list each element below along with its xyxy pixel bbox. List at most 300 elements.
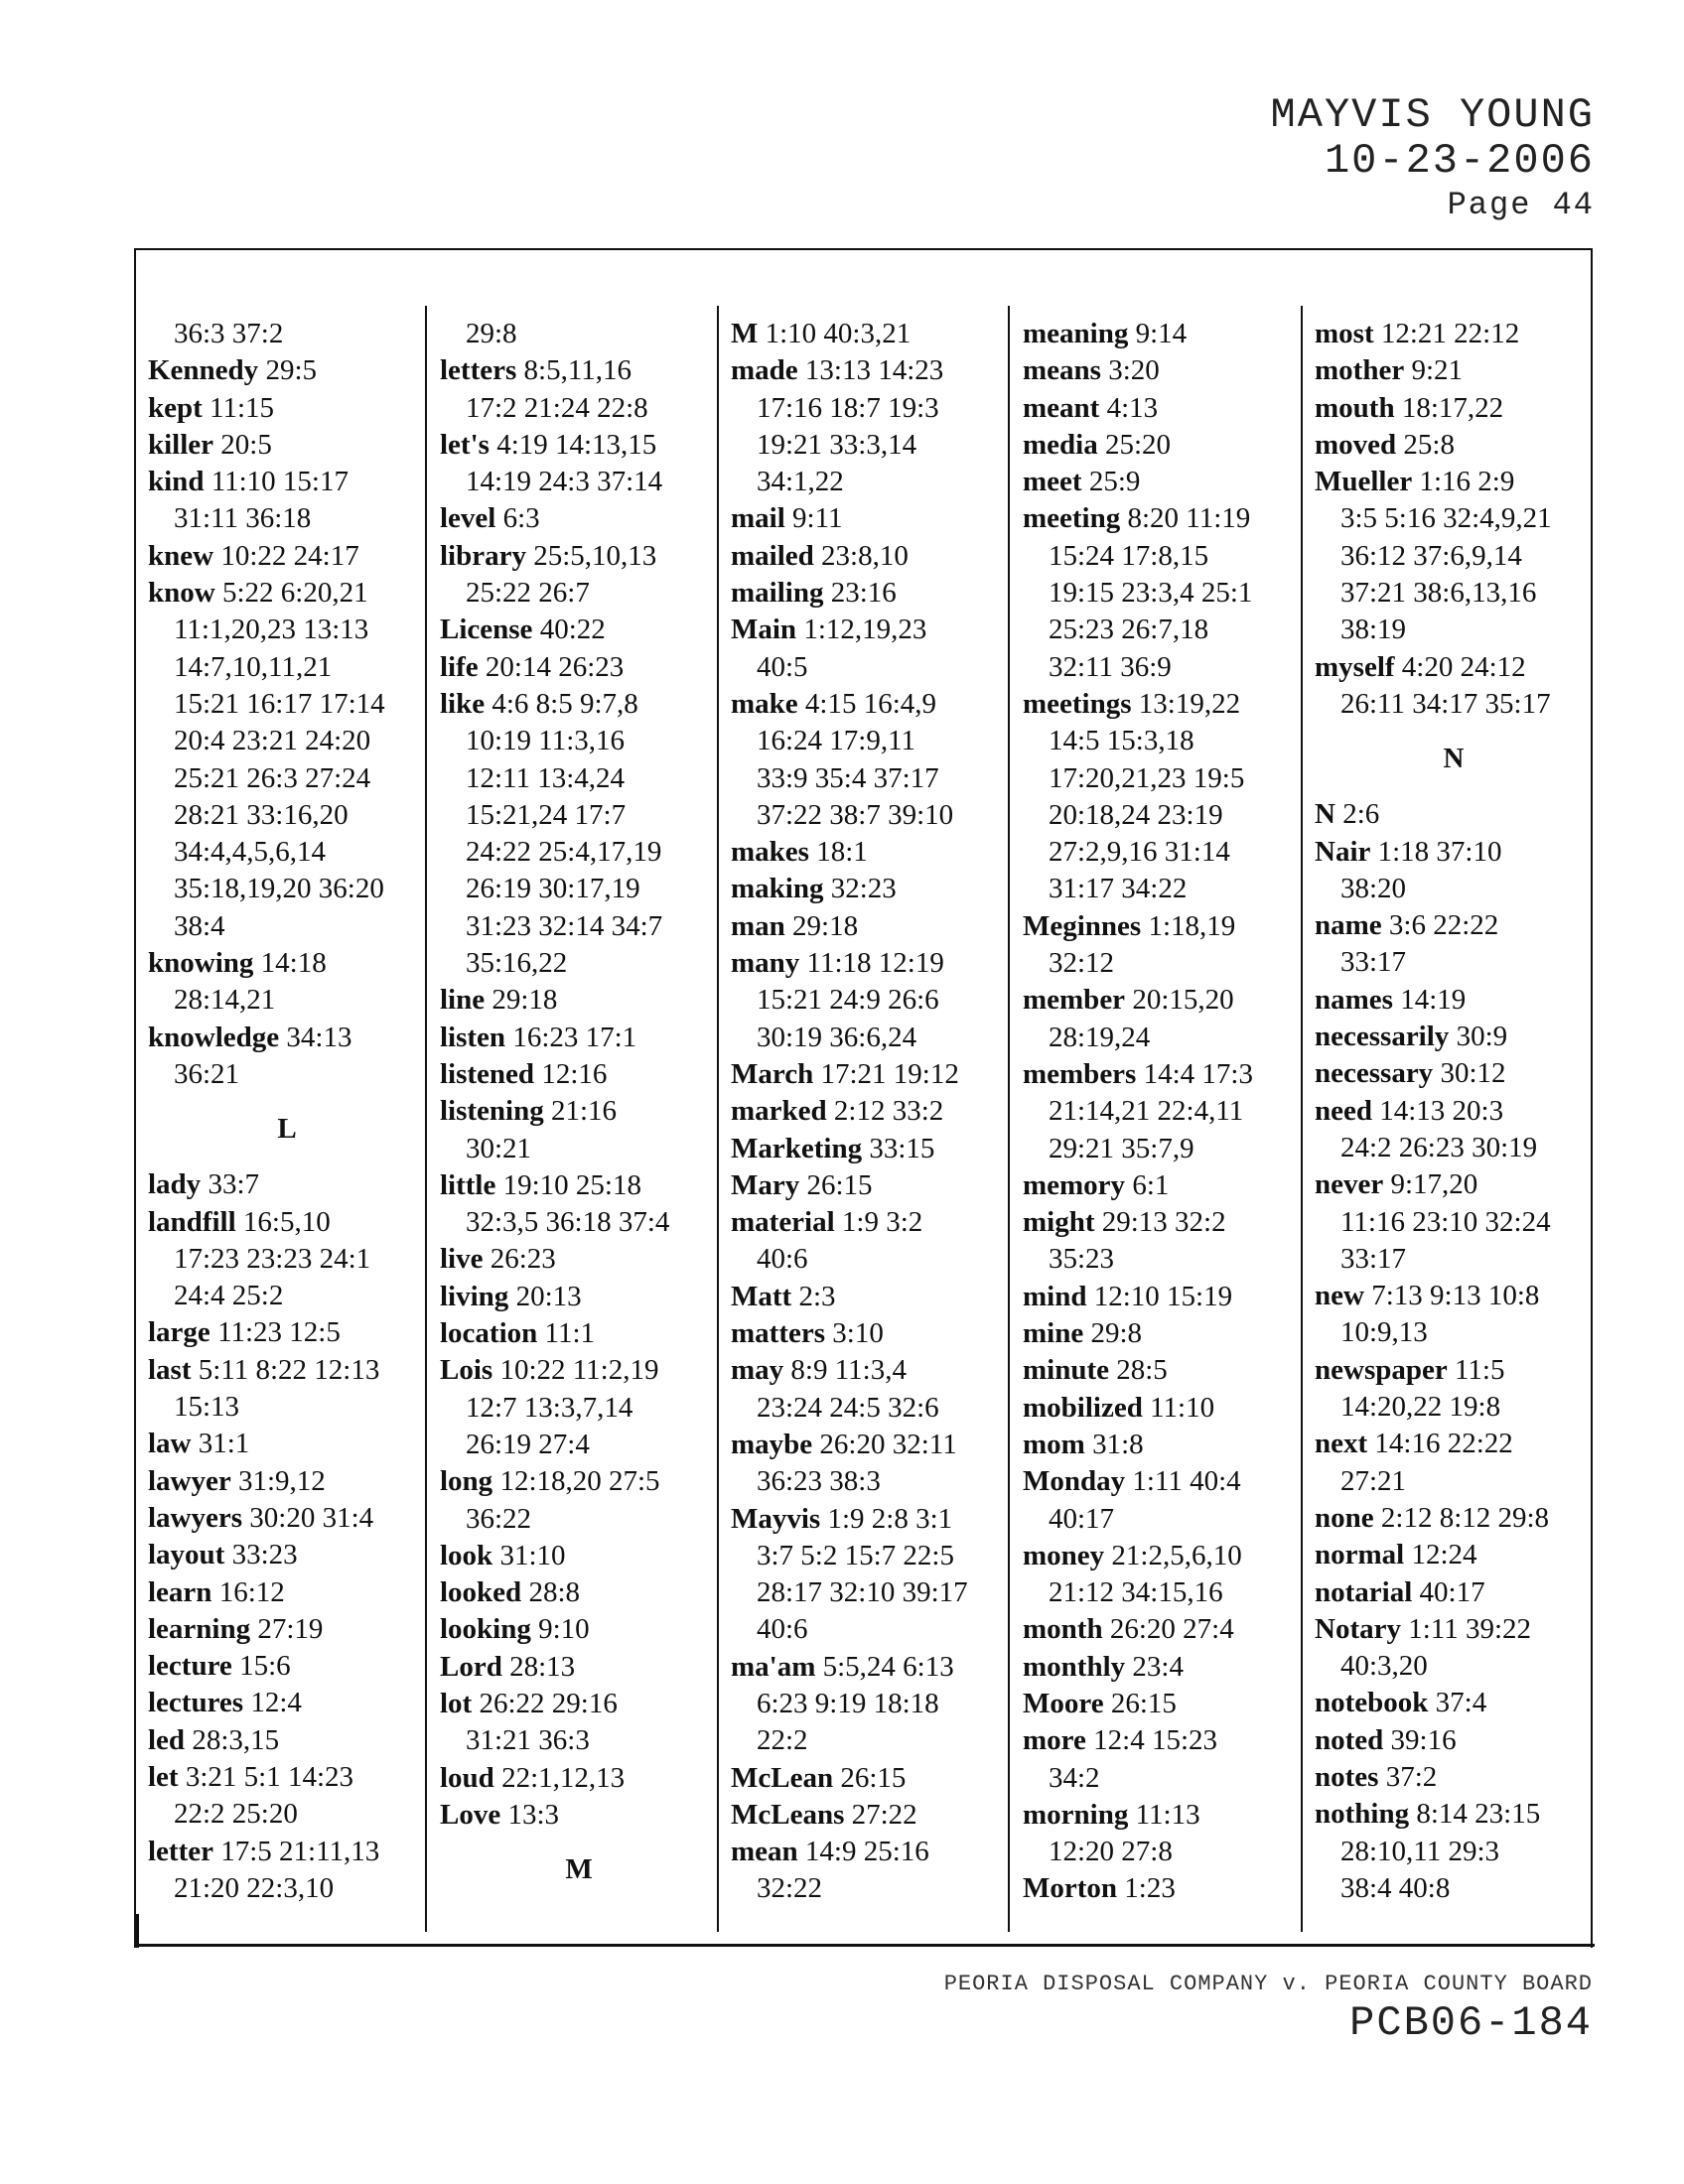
page-line-references: 12:11 13:4,24 — [466, 761, 626, 794]
page-line-references: 9:14 — [1135, 318, 1188, 349]
page-line-references: 28:21 33:16,20 — [174, 798, 349, 831]
index-entry — [731, 538, 1009, 575]
index-continuation-line — [1315, 686, 1593, 723]
index-term: lectures — [148, 1687, 244, 1719]
index-entry — [440, 1352, 718, 1389]
index-term: noted — [1315, 1723, 1384, 1756]
page-line-references: 33:7 — [208, 1168, 259, 1201]
index-term: layout — [148, 1539, 225, 1571]
index-continuation-line — [1023, 575, 1301, 612]
page-line-references: 36:23 38:3 — [757, 1465, 881, 1498]
index-term: necessarily — [1315, 1021, 1450, 1053]
index-entry — [731, 945, 1009, 982]
index-entry — [148, 1463, 426, 1500]
index-entry — [1023, 1390, 1301, 1427]
index-term: M — [731, 318, 759, 349]
page-line-references: 9:17,20 — [1390, 1168, 1478, 1201]
index-entry — [1315, 649, 1593, 686]
index-continuation-line — [148, 1870, 426, 1907]
index-term: might — [1023, 1206, 1095, 1239]
index-term: mail — [731, 502, 785, 535]
page-line-references: 9:21 — [1411, 354, 1463, 387]
index-term: kind — [148, 466, 205, 498]
page-line-references: 37:22 38:7 39:10 — [757, 798, 954, 831]
page-line-references: 34:13 — [286, 1021, 352, 1053]
index-term: March — [731, 1057, 814, 1090]
index-entry — [1315, 1426, 1593, 1462]
index-entry — [440, 1574, 718, 1611]
page-line-references: 31:1 — [198, 1428, 250, 1460]
index-term: make — [731, 687, 798, 720]
index-term: Mary — [731, 1168, 800, 1201]
index-entry — [1315, 1166, 1593, 1203]
index-entry — [148, 464, 426, 500]
page-line-references: 33:17 — [1340, 1242, 1407, 1275]
page-line-references: 7:13 9:13 10:8 — [1371, 1280, 1540, 1312]
index-entry — [1023, 316, 1301, 352]
index-entry — [440, 500, 718, 537]
index-entry — [1023, 390, 1301, 427]
index-entry — [148, 1834, 426, 1870]
index-term: Main — [731, 614, 797, 646]
index-term: meaning — [1023, 318, 1129, 349]
index-column-5 — [1315, 316, 1593, 1907]
index-continuation-line — [1023, 1501, 1301, 1538]
page-line-references: 21:12 34:15,16 — [1049, 1576, 1223, 1609]
index-entry — [1023, 1649, 1301, 1686]
index-term: led — [148, 1723, 186, 1756]
page-line-references: 4:6 8:5 9:7,8 — [491, 687, 638, 720]
index-term: makes — [731, 836, 809, 869]
page-line-references: 1:12,19,23 — [803, 614, 927, 646]
page-line-references: 2:12 8:12 29:8 — [1380, 1501, 1550, 1534]
index-entry — [731, 1352, 1009, 1389]
index-term: learn — [148, 1575, 212, 1608]
page-line-references: 15:13 — [174, 1391, 240, 1424]
index-column-4 — [1023, 316, 1301, 1908]
index-continuation-line — [148, 612, 426, 648]
index-term: more — [1023, 1724, 1086, 1757]
page-line-references: 33:17 — [1340, 946, 1407, 979]
page-line-references: 28:19,24 — [1049, 1021, 1151, 1053]
page-line-references: 4:15 16:4,9 — [804, 687, 937, 720]
index-entry — [731, 1167, 1009, 1204]
index-entry — [1315, 1093, 1593, 1130]
index-entry — [731, 1093, 1009, 1130]
index-entry — [148, 1314, 426, 1351]
page-line-references: 12:20 27:8 — [1049, 1836, 1173, 1868]
index-entry — [1023, 1427, 1301, 1463]
index-column-3 — [731, 316, 1009, 1908]
page-line-references: 26:15 — [1110, 1687, 1177, 1719]
index-entry — [440, 1797, 718, 1834]
page-line-references: 26:19 27:4 — [466, 1428, 590, 1460]
index-term: License — [440, 614, 533, 646]
page-line-references: 13:13 14:23 — [804, 354, 944, 387]
index-continuation-line — [1023, 723, 1301, 759]
index-entry — [1315, 1055, 1593, 1092]
index-term: listen — [440, 1021, 506, 1053]
page-line-references: 29:18 — [792, 909, 859, 942]
page-line-references: 31:8 — [1092, 1428, 1144, 1460]
page-line-references: 26:15 — [806, 1168, 873, 1201]
index-continuation-line — [440, 945, 718, 982]
page-line-references: 36:3 37:2 — [174, 318, 284, 349]
page-line-references: 15:21 16:17 17:14 — [174, 687, 385, 720]
index-term: lot — [440, 1687, 473, 1719]
page-line-references: 40:17 — [1049, 1502, 1115, 1535]
page-line-references: 3:21 5:1 14:23 — [185, 1760, 354, 1793]
index-entry — [1023, 427, 1301, 464]
index-entry — [731, 1204, 1009, 1241]
page-line-references: 26:22 29:16 — [479, 1687, 618, 1719]
index-entry — [1315, 464, 1593, 500]
index-entry — [440, 1538, 718, 1574]
index-continuation-line — [1315, 575, 1593, 612]
index-entry — [1315, 352, 1593, 389]
page-line-references: 1:18 37:10 — [1377, 835, 1502, 868]
index-entry — [148, 1426, 426, 1462]
index-entry — [148, 1611, 426, 1648]
index-continuation-line — [148, 1056, 426, 1093]
page-line-references: 35:23 — [1049, 1243, 1115, 1276]
page-line-references: 34:1,22 — [757, 466, 844, 498]
index-continuation-line — [731, 649, 1009, 686]
index-continuation-line — [440, 1722, 718, 1759]
page-line-references: 13:3 — [507, 1798, 560, 1831]
index-entry — [440, 982, 718, 1019]
page-line-references: 10:9,13 — [1340, 1316, 1428, 1349]
index-term: knowledge — [148, 1021, 280, 1053]
index-term: material — [731, 1206, 835, 1239]
page-line-references: 23:24 24:5 32:6 — [757, 1391, 939, 1424]
page-line-references: 29:8 — [466, 318, 517, 349]
index-entry — [1023, 982, 1301, 1019]
page-line-references: 19:10 25:18 — [502, 1168, 641, 1201]
page-line-references: 25:23 26:7,18 — [1049, 614, 1209, 646]
page-line-references: 34:2 — [1049, 1761, 1100, 1794]
index-term: Notary — [1315, 1612, 1401, 1645]
index-term: Monday — [1023, 1465, 1126, 1498]
index-entry — [440, 538, 718, 575]
index-entry — [731, 1501, 1009, 1538]
index-term: like — [440, 687, 486, 720]
index-continuation-line — [1315, 944, 1593, 981]
index-continuation-line — [731, 1463, 1009, 1500]
index-entry — [148, 1204, 426, 1241]
index-entry — [440, 1167, 718, 1204]
page-line-references: 21:20 22:3,10 — [174, 1871, 335, 1904]
index-term: long — [440, 1465, 493, 1498]
page-line-references: 28:8 — [528, 1576, 580, 1609]
index-term: lawyer — [148, 1464, 231, 1497]
index-entry — [148, 538, 426, 575]
index-entry — [440, 649, 718, 686]
index-entry — [440, 1315, 718, 1352]
index-entry — [1315, 834, 1593, 871]
index-term: new — [1315, 1280, 1364, 1312]
index-term: listening — [440, 1095, 544, 1128]
page-line-references: 38:20 — [1340, 872, 1407, 904]
page-line-references: 3:5 5:16 32:4,9,21 — [1340, 502, 1552, 535]
index-entry — [1315, 1537, 1593, 1573]
index-term: meeting — [1023, 502, 1121, 535]
index-entry — [1023, 1204, 1301, 1241]
index-continuation-line — [148, 1278, 426, 1314]
index-term: Lois — [440, 1354, 493, 1387]
page-line-references: 12:10 15:19 — [1093, 1280, 1233, 1312]
index-entry — [1315, 1685, 1593, 1721]
index-term: lady — [148, 1168, 202, 1201]
index-term: McLean — [731, 1761, 834, 1794]
index-entry — [1023, 908, 1301, 945]
page-line-references: 30:21 — [466, 1132, 532, 1164]
index-entry — [731, 686, 1009, 723]
page-line-references: 32:11 36:9 — [1049, 650, 1172, 683]
page-line-references: 30:9 — [1456, 1021, 1508, 1053]
index-term: let — [148, 1760, 179, 1793]
page-line-references: 1:11 40:4 — [1132, 1465, 1241, 1498]
index-term: matters — [731, 1317, 826, 1350]
index-term: none — [1315, 1501, 1374, 1534]
page-line-references: 11:15 — [210, 391, 275, 424]
index-continuation-line — [440, 1501, 718, 1538]
page-line-references: 24:2 26:23 30:19 — [1340, 1131, 1538, 1163]
index-entry — [440, 1686, 718, 1722]
page-line-references: 16:5,10 — [242, 1205, 331, 1238]
index-continuation-line — [731, 1020, 1009, 1056]
index-continuation-line — [731, 760, 1009, 797]
index-term: Kennedy — [148, 354, 259, 387]
page-line-references: 25:20 — [1104, 428, 1172, 461]
page-line-references: 1:10 40:3,21 — [765, 318, 912, 349]
index-entry — [1023, 1722, 1301, 1759]
page-line-references: 12:24 — [1411, 1539, 1477, 1571]
index-entry — [148, 1166, 426, 1203]
page-line-references: 11:1 — [544, 1317, 596, 1350]
page-line-references: 1:11 39:22 — [1408, 1612, 1532, 1645]
page-line-references: 22:2 — [757, 1724, 808, 1757]
index-continuation-line — [440, 723, 718, 759]
page-line-references: 12:18,20 27:5 — [499, 1465, 660, 1498]
index-entry — [148, 390, 426, 427]
page-line-references: 2:6 — [1342, 798, 1380, 831]
page-line-references: 1:9 3:2 — [841, 1206, 923, 1239]
page-line-references: 16:23 17:1 — [512, 1021, 637, 1053]
page-line-references: 8:5,11,16 — [523, 354, 632, 387]
page-line-references: 14:20,22 19:8 — [1340, 1391, 1501, 1424]
page-line-references: 16:24 17:9,11 — [757, 725, 916, 757]
index-entry — [440, 612, 718, 648]
index-continuation-line — [440, 834, 718, 871]
index-entry — [1023, 1315, 1301, 1352]
index-entry — [148, 1722, 426, 1759]
page-line-references: 29:8 — [1090, 1317, 1143, 1350]
page-line-references: 4:19 14:13,15 — [496, 428, 657, 461]
index-entry — [1023, 1611, 1301, 1648]
index-entry — [731, 1649, 1009, 1686]
page-line-references: 17:20,21,23 19:5 — [1049, 761, 1245, 794]
index-continuation-line — [731, 1870, 1009, 1907]
index-entry — [731, 1056, 1009, 1093]
page-line-references: 14:16 22:22 — [1374, 1428, 1513, 1460]
page-line-references: 25:5,10,13 — [533, 539, 657, 572]
page-line-references: 12:16 — [541, 1057, 608, 1090]
index-entry — [148, 1537, 426, 1573]
index-continuation-line — [148, 908, 426, 945]
index-continuation-line — [148, 797, 426, 834]
page-line-references: 37:2 — [1385, 1760, 1438, 1793]
index-entry — [440, 1649, 718, 1686]
index-continuation-line — [148, 760, 426, 797]
page-line-references: 40:17 — [1419, 1575, 1485, 1608]
page-line-references: 22:2 25:20 — [174, 1798, 298, 1831]
page-line-references: 32:12 — [1049, 947, 1115, 980]
page-line-references: 40:5 — [757, 650, 808, 683]
index-term: made — [731, 354, 798, 387]
page-line-references: 23:16 — [830, 577, 897, 610]
page-line-references: 1:18,19 — [1148, 909, 1236, 942]
page-line-references: 25:22 26:7 — [466, 577, 590, 610]
page-line-references: 29:18 — [491, 984, 558, 1017]
page-line-references: 38:4 — [174, 909, 225, 942]
index-entry — [148, 575, 426, 612]
page-line-references: 3:6 22:22 — [1388, 909, 1499, 942]
index-entry — [148, 1574, 426, 1611]
index-entry — [731, 1315, 1009, 1352]
index-entry — [440, 1056, 718, 1093]
page-line-references: 14:5 15:3,18 — [1049, 725, 1194, 757]
index-term: Moore — [1023, 1687, 1104, 1719]
page-line-references: 35:18,19,20 36:20 — [174, 873, 384, 905]
index-entry — [148, 945, 426, 982]
page-line-references: 32:3,5 36:18 37:4 — [466, 1206, 670, 1239]
index-entry — [1315, 907, 1593, 944]
index-term: never — [1315, 1168, 1384, 1201]
index-term: newspaper — [1315, 1353, 1448, 1386]
index-entry — [1315, 796, 1593, 833]
index-entry — [731, 316, 1009, 352]
page-number: Page 44 — [1447, 187, 1595, 223]
index-term: notebook — [1315, 1687, 1429, 1719]
index-term: law — [148, 1428, 192, 1460]
page-line-references: 28:13 — [509, 1650, 576, 1683]
index-entry — [1023, 686, 1301, 723]
index-continuation-line — [731, 982, 1009, 1019]
page-line-references: 33:23 — [231, 1539, 298, 1571]
index-term: Love — [440, 1798, 501, 1831]
index-term: many — [731, 947, 800, 980]
index-entry — [440, 1760, 718, 1797]
index-term: Matt — [731, 1280, 792, 1312]
index-term: library — [440, 539, 526, 572]
index-term: minute — [1023, 1354, 1109, 1387]
index-term: letters — [440, 354, 517, 387]
page-line-references: 2:12 33:2 — [833, 1095, 944, 1128]
index-entry — [1315, 316, 1593, 352]
page-line-references: 28:10,11 29:3 — [1340, 1835, 1500, 1867]
index-term: notarial — [1315, 1575, 1413, 1608]
index-continuation-line — [440, 1390, 718, 1427]
page-line-references: 6:1 — [1132, 1168, 1170, 1201]
index-entry — [148, 1759, 426, 1796]
index-term: making — [731, 873, 824, 905]
page-line-references: 8:20 11:19 — [1127, 502, 1251, 535]
index-entry — [1315, 390, 1593, 427]
page-line-references: 14:19 24:3 37:14 — [466, 466, 663, 498]
index-entry — [1023, 352, 1301, 389]
page-line-references: 17:23 23:23 24:1 — [174, 1242, 371, 1275]
index-entry — [731, 1834, 1009, 1870]
index-entry — [1315, 1278, 1593, 1314]
index-term: N — [1315, 798, 1335, 831]
index-term: myself — [1315, 650, 1395, 683]
page-line-references: 22:1,12,13 — [501, 1761, 626, 1794]
index-entry — [1315, 1759, 1593, 1796]
page-line-references: 20:4 23:21 24:20 — [174, 725, 371, 757]
index-entry — [731, 908, 1009, 945]
page-line-references: 38:4 40:8 — [1340, 1871, 1451, 1904]
index-entry — [731, 575, 1009, 612]
index-term: McLeans — [731, 1798, 845, 1831]
page-line-references: 26:19 30:17,19 — [466, 873, 640, 905]
page-line-references: 5:22 6:20,21 — [221, 577, 368, 610]
index-term: mom — [1023, 1428, 1085, 1460]
index-term: morning — [1023, 1798, 1129, 1831]
index-continuation-line — [1023, 871, 1301, 907]
index-entry — [1315, 1500, 1593, 1537]
page-line-references: 28:17 32:10 39:17 — [757, 1576, 968, 1609]
page-line-references: 23:8,10 — [821, 539, 909, 572]
page-line-references: 26:11 34:17 35:17 — [1340, 687, 1551, 720]
page-line-references: 8:9 11:3,4 — [790, 1354, 907, 1387]
column-divider — [1301, 306, 1303, 1932]
index-continuation-line — [731, 1574, 1009, 1611]
index-term: memory — [1023, 1168, 1126, 1201]
frame-left-tick — [136, 1914, 139, 1948]
index-term: money — [1023, 1539, 1105, 1571]
page-line-references: 27:21 — [1340, 1464, 1407, 1497]
index-entry — [1315, 1019, 1593, 1055]
page-line-references: 11:1,20,23 13:13 — [174, 614, 369, 646]
page-line-references: 26:23 — [490, 1243, 556, 1276]
section-letter: L — [277, 1113, 297, 1146]
page-line-references: 21:14,21 22:4,11 — [1049, 1095, 1244, 1128]
page-line-references: 30:20 31:4 — [249, 1501, 374, 1534]
page-line-references: 30:19 36:6,24 — [757, 1021, 917, 1053]
index-term: mouth — [1315, 391, 1395, 424]
page-line-references: 29:21 35:7,9 — [1049, 1132, 1194, 1164]
page-line-references: 27:2,9,16 31:14 — [1049, 836, 1230, 869]
index-continuation-line — [440, 575, 718, 612]
page-line-references: 11:10 — [1150, 1391, 1215, 1424]
index-term: month — [1023, 1613, 1103, 1646]
page-line-references: 2:3 — [798, 1280, 836, 1312]
index-entry — [148, 1020, 426, 1056]
page-line-references: 20:5 — [220, 428, 272, 461]
page-line-references: 15:6 — [239, 1650, 291, 1683]
page-line-references: 19:21 33:3,14 — [757, 428, 917, 461]
index-continuation-line — [1315, 1463, 1593, 1500]
index-term: lawyers — [148, 1501, 243, 1534]
index-term: killer — [148, 428, 214, 461]
index-continuation-line — [440, 908, 718, 945]
page-line-references: 9:10 — [538, 1613, 590, 1646]
index-term: mobilized — [1023, 1391, 1143, 1424]
index-continuation-line — [1023, 612, 1301, 648]
index-term: learning — [148, 1612, 251, 1645]
page-line-references: 32:23 — [830, 873, 897, 905]
